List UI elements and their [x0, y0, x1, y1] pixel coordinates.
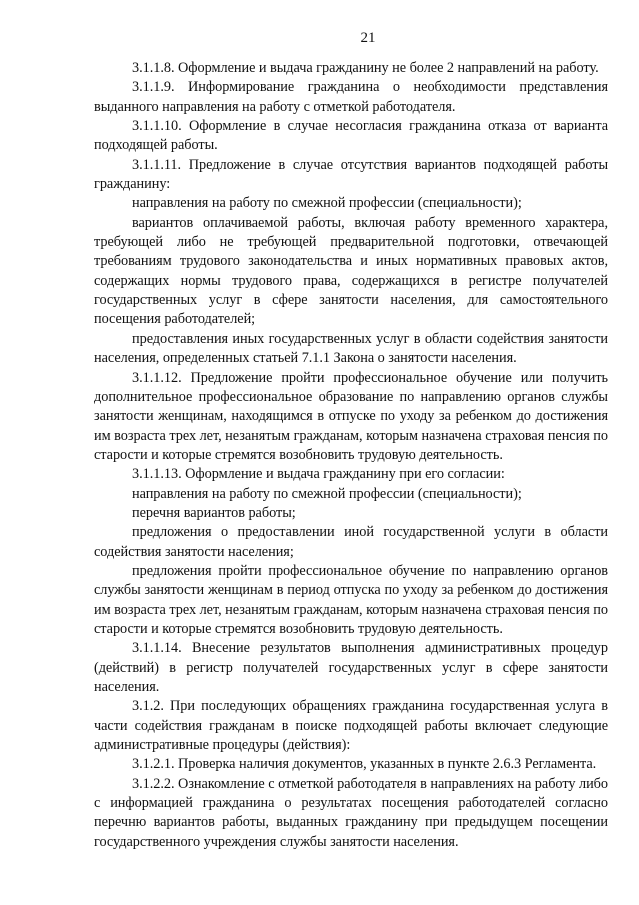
- list-item-training-offer: предложения пройти профессиональное обучение по направлению органов службы занятости женщинам в период отпуска по уходу за ребенком до достижения им возраста трех лет, незанятым гражданам, которым назначена страховая пенсия по старости и которые стремятся возобновить трудовую деятельность.: [94, 562, 608, 637]
- paragraph-3-1-1-14: 3.1.1.14. Внесение результатов выполнения административных процедур (действий) в регистр получателей государственных услуг в сфере занятости населения.: [94, 640, 608, 695]
- paragraph-3-1-2-2: 3.1.2.2. Ознакомление с отметкой работодателя в направлениях на работу либо с информацией гражданина о результатах посещения работодателей согласно перечню вариантов работы, выданных гражданину при предыдущем посещении государственного учреждения службы занятости населения.: [94, 775, 608, 850]
- paragraph-3-1-1-11: 3.1.1.11. Предложение в случае отсутствия вариантов подходящей работы гражданину:: [94, 156, 608, 193]
- paragraph-3-1-1-12: 3.1.1.12. Предложение пройти профессиональное обучение или получить дополнительное профессиональное образование по направлению органов службы занятости женщинам, находящимся в отпуске по уходу за ребенком до достижения им возраста трех лет, незанятым гражданам, которым назначена страховая пенсия по старости и которые стремятся возобновить трудовую деятельность.: [94, 369, 608, 463]
- paragraph-3-1-2: 3.1.2. При последующих обращениях гражданина государственная услуга в части содействия гражданам в поиске подходящей работы включает следующие административные процедуры (действия):: [94, 698, 608, 754]
- paragraph-3-1-1-8: 3.1.1.8. Оформление и выдача гражданину не более 2 направлений на работу.: [132, 60, 599, 76]
- paragraph-3-1-1-13: 3.1.1.13. Оформление и выдача гражданину при его согласии:: [132, 466, 505, 483]
- paragraph-3-1-2-1: 3.1.2.1. Проверка наличия документов, указанных в пункте 2.6.3 Регламента.: [132, 756, 597, 773]
- list-item-paid-work-options: вариантов оплачиваемой работы, включая работу временного характера, требующей либо не требующей предварительной подготовки, отвечающей требованиям трудового законодательства и иных нормативных правовых актов, содержащих нормы трудового права, содержащихся в регистре получателей государственных услуг в сфере занятости населения, для самостоятельного посещения работодателей;: [94, 214, 608, 328]
- document-page: [94, 28, 608, 852]
- paragraph-3-1-1-10: 3.1.1.10. Оформление в случае несогласия гражданина отказа от варианта подходящей работы.: [94, 118, 608, 154]
- list-item-related-profession-referral: направления на работу по смежной профессии (специальности);: [132, 485, 522, 502]
- paragraph-3-1-1-9: 3.1.1.9. Информирование гражданина о необходимости представления выданного направления на работу с отметкой работодателя.: [94, 79, 608, 115]
- list-item-work-options-list: перечня вариантов работы;: [132, 504, 296, 521]
- page-number: 21: [360, 30, 376, 46]
- list-item-other-service-offer: предложения о предоставлении иной государственной услуги в области содействия занятости населения;: [94, 524, 608, 560]
- list-item-other-services: предоставления иных государственных услуг в области содействия занятости населения, определенных статьей 7.1.1 Закона о занятости населения.: [94, 330, 608, 367]
- list-item-related-profession: направления на работу по смежной профессии (специальности);: [132, 195, 522, 212]
